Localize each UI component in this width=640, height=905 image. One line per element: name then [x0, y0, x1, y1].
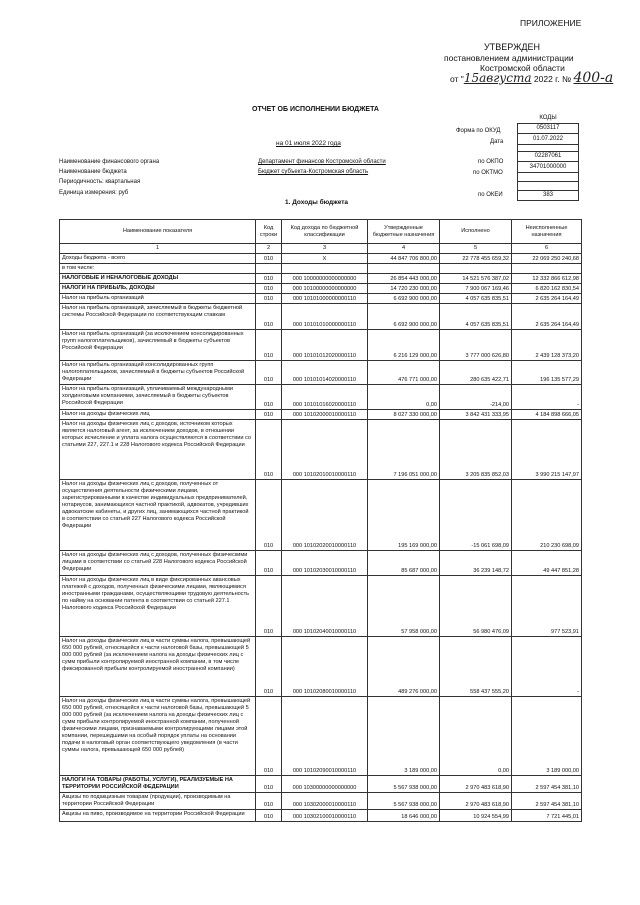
col-header-done: Исполнено	[440, 220, 512, 244]
row-done: 2 970 483 618,90	[440, 793, 512, 810]
row-line-code: 010	[256, 793, 282, 810]
table-row	[60, 480, 582, 551]
row-line-code: 010	[256, 637, 282, 697]
row-approved: 5 567 938 000,00	[368, 776, 440, 793]
unit-label: Единица измерения: руб	[59, 190, 129, 196]
row-name: Налог на доходы физических лиц в части суммы налога, превышающей 650 000 рублей, относящейся к части налоговой базы, превышающей 5 000 000 рублей (за исключением налога на доходы физических лиц с сумм прибыли контролируемой иностранной компании, в том числе фиксированной прибыли контролируемой иностранной компании)	[60, 637, 256, 697]
appendix-label: ПРИЛОЖЕНИЕ	[520, 18, 582, 28]
table-row	[60, 294, 582, 304]
row-approved: 18 646 000,00	[368, 810, 440, 822]
row-name: Налог на доходы физических лиц с доходов, полученных от осуществления деятельности физическими лицами, зарегистрированными в качестве индивидуальных предпринимателей, нотариусов, занимающихся частной практикой, адвокатов, учредивших адвокатские кабинеты, и других лиц, занимающихся частной практикой в соответствии со статьей 227 Налогового кодекса Российской Федерации	[60, 480, 256, 551]
row-done: 22 778 455 659,32	[440, 254, 512, 264]
row-name: Налог на доходы физических лиц в части суммы налога, превышающей 650 000 рублей, относящейся к части налоговой базы, превышающей 5 000 000 рублей (за исключением налога на доходы физических лиц с сумм прибыли контролируемой иностранной компании, полученной физическими лицами, признаваемыми контролирующими лицами этой компании, перешедшими на особый порядок уплаты на основании подачи в налоговый орган соответствующего уведомления (в части суммы налога, превышающей 650 000 рублей)	[60, 697, 256, 776]
row-left: 2 635 264 164,49	[512, 294, 582, 304]
row-kbk: 000 10302000010000110	[282, 793, 368, 810]
okpo-code: 02287061	[518, 151, 579, 162]
okpo-label: по ОКПО	[478, 159, 504, 165]
row-left: -	[512, 637, 582, 697]
row-done: 10 924 554,99	[440, 810, 512, 822]
table-row	[60, 330, 582, 361]
row-done: 0,00	[440, 697, 512, 776]
row-kbk: X	[282, 254, 368, 264]
row-kbk: 000 10101016020000110	[282, 385, 368, 410]
row-line-code: 010	[256, 410, 282, 420]
row-approved: 5 567 938 000,00	[368, 793, 440, 810]
row-kbk: 000 10101014020000110	[282, 361, 368, 385]
section-title: 1. Доходы бюджета	[285, 199, 349, 206]
row-line-code: 010	[256, 810, 282, 822]
table-row	[60, 776, 582, 793]
row-name: НАЛОГОВЫЕ И НЕНАЛОГОВЫЕ ДОХОДЫ	[60, 274, 256, 284]
row-kbk: 000 10102010010000110	[282, 420, 368, 480]
row-done: 3 205 835 852,03	[440, 420, 512, 480]
col-header-approved: Утвержденные бюджетные назначения	[368, 220, 440, 244]
codes-table	[517, 113, 579, 201]
row-done: 3 777 000 626,80	[440, 330, 512, 361]
doc-number: 400-а	[573, 70, 614, 86]
approval-line2: Костромской области	[480, 63, 565, 73]
table-row	[60, 410, 582, 420]
row-name: Налог на прибыль организаций (за исключением консолидированных групп налогоплательщиков), зачисляемый в бюджеты субъектов Российской Федерации	[60, 330, 256, 361]
row-done: 56 980 476,09	[440, 576, 512, 637]
col-header-left: Неисполненные назначения	[512, 220, 582, 244]
row-line-code: 010	[256, 385, 282, 410]
date-label: Дата	[490, 139, 504, 145]
col-header-kbk: Код дохода по бюджетной классификации	[282, 220, 368, 244]
table-row	[60, 284, 582, 294]
row-approved: 44 847 706 800,00	[368, 254, 440, 264]
table-row	[60, 274, 582, 284]
row-line-code: 010	[256, 480, 282, 551]
row-left: 12 332 866 612,98	[512, 274, 582, 284]
row-left: 196 135 577,29	[512, 361, 582, 385]
row-kbk: 000 10102090010000110	[282, 697, 368, 776]
table-row	[60, 304, 582, 330]
row-approved: 0,00	[368, 385, 440, 410]
row-done: 7 900 067 169,46	[440, 284, 512, 294]
okei-code: 383	[518, 190, 579, 201]
row-kbk: 000 10102040010000110	[282, 576, 368, 637]
row-approved: 6 692 900 000,00	[368, 304, 440, 330]
row-name: Налог на доходы физических лиц	[60, 410, 256, 420]
date-code: 01.07.2022	[518, 134, 579, 145]
row-line-code: 010	[256, 254, 282, 264]
row-line-code: 010	[256, 274, 282, 284]
oktmo-label: по ОКТМО	[473, 170, 503, 176]
col-num: 3	[282, 244, 368, 254]
col-num: 1	[60, 244, 256, 254]
row-approved: 57 958 000,00	[368, 576, 440, 637]
table-row	[60, 637, 582, 697]
approved-label: УТВЕРЖДЕН	[484, 42, 541, 52]
row-name: Акцизы по подакцизным товарам (продукции), производимым на территории Российской Федерации	[60, 793, 256, 810]
date-prefix: от "	[450, 74, 464, 84]
table-row	[60, 264, 582, 274]
row-done: 2 970 483 618,90	[440, 776, 512, 793]
table-row	[60, 551, 582, 576]
row-approved: 6 216 129 000,00	[368, 330, 440, 361]
table-row	[60, 254, 582, 264]
row-kbk: 000 10101000000000110	[282, 294, 368, 304]
row-name: Доходы бюджета - всего	[60, 254, 256, 264]
row-left: 3 990 215 147,97	[512, 420, 582, 480]
row-name: Налог на доходы физических лиц в виде фиксированных авансовых платежей с доходов, полученных физическими лицами, являющимися иностранными гражданами, осуществляющими трудовую деятельность по найму на основании патента в соответствии со статьей 227.1 Налогового кодекса Российской Федерации	[60, 576, 256, 637]
row-line-code: 010	[256, 361, 282, 385]
row-kbk: 000 10000000000000000	[282, 274, 368, 284]
row-approved: 3 189 000,00	[368, 697, 440, 776]
row-left: 2 439 128 373,20	[512, 330, 582, 361]
row-line-code: 010	[256, 551, 282, 576]
row-name: Налог на прибыль организаций	[60, 294, 256, 304]
row-done: 4 057 635 835,51	[440, 304, 512, 330]
row-left	[512, 264, 582, 274]
approval-date-line	[450, 70, 614, 86]
row-line-code: 010	[256, 697, 282, 776]
revenue-table	[59, 219, 582, 822]
row-kbk: 000 10302100010000110	[282, 810, 368, 822]
row-done: -15 061 698,09	[440, 480, 512, 551]
budget-value: Бюджет субъекта-Костромская область	[258, 169, 369, 175]
report-date: на 01 июля 2022 года	[276, 140, 341, 147]
report-title: ОТЧЕТ ОБ ИСПОЛНЕНИИ БЮДЖЕТА	[252, 106, 379, 113]
col-num: 6	[512, 244, 582, 254]
row-left: 6 820 162 830,54	[512, 284, 582, 294]
row-line-code: 010	[256, 776, 282, 793]
row-kbk: 000 10102030010000110	[282, 551, 368, 576]
row-name: Налог на прибыль организаций консолидированных групп налогоплательщиков, зачисляемый в бюджеты субъектов Российской Федерации	[60, 361, 256, 385]
row-left: 977 523,91	[512, 576, 582, 637]
col-header-name: Наименование показателя	[60, 220, 256, 244]
row-approved	[368, 264, 440, 274]
row-done: 558 437 555,20	[440, 637, 512, 697]
row-kbk: 000 10102000010000110	[282, 410, 368, 420]
row-name: Акцизы на пиво, производимое на территории Российской Федерации	[60, 810, 256, 822]
row-left: -	[512, 385, 582, 410]
row-line-code	[256, 264, 282, 274]
okei-label: по ОКЕИ	[478, 192, 503, 198]
row-name: НАЛОГИ НА ПРИБЫЛЬ, ДОХОДЫ	[60, 284, 256, 294]
row-line-code: 010	[256, 284, 282, 294]
row-done: 4 057 635 835,51	[440, 294, 512, 304]
row-approved: 26 854 443 000,00	[368, 274, 440, 284]
row-done: 280 635 422,71	[440, 361, 512, 385]
spacer	[518, 181, 579, 190]
row-approved: 85 687 000,00	[368, 551, 440, 576]
row-approved: 6 692 900 000,00	[368, 294, 440, 304]
table-row	[60, 697, 582, 776]
date-day: 15	[463, 71, 480, 85]
col-num: 4	[368, 244, 440, 254]
row-kbk: 000 10101012020000110	[282, 330, 368, 361]
row-name: в том числе:	[60, 264, 256, 274]
table-row	[60, 810, 582, 822]
row-left: 49 447 851,28	[512, 551, 582, 576]
row-left: 2 635 264 164,49	[512, 304, 582, 330]
row-left: 7 721 445,01	[512, 810, 582, 822]
codes-header: КОДЫ	[518, 113, 579, 123]
okud-label: Форма по ОКУД	[456, 128, 501, 134]
period-label: Периодичность: квартальная	[59, 179, 141, 185]
budget-label: Наименование бюджета	[59, 169, 127, 175]
row-done: 3 842 431 333,95	[440, 410, 512, 420]
okud-code: 0503117	[518, 123, 579, 134]
row-name: Налог на доходы физических лиц с доходов, полученных физическими лицами в соответствии со статьей 228 Налогового кодекса Российской Федерации	[60, 551, 256, 576]
col-num: 5	[440, 244, 512, 254]
row-approved: 489 276 000,00	[368, 637, 440, 697]
table-row	[60, 361, 582, 385]
date-month: августа	[479, 71, 532, 85]
row-name: Налог на прибыль организаций, уплачиваемый международными холдинговыми компаниями, зачисляемый в бюджеты субъектов Российской Федерации	[60, 385, 256, 410]
row-left: 22 069 250 240,68	[512, 254, 582, 264]
row-kbk	[282, 264, 368, 274]
row-line-code: 010	[256, 576, 282, 637]
row-done: -214,00	[440, 385, 512, 410]
row-done: 14 521 576 387,02	[440, 274, 512, 284]
date-year: 2022 г. №	[533, 74, 572, 84]
row-approved: 7 196 051 000,00	[368, 420, 440, 480]
col-num: 2	[256, 244, 282, 254]
row-name: Налог на доходы физических лиц с доходов, источником которых является налоговый агент, за исключением доходов, в отношении которых исчисление и уплата налога осуществляются в соответствии со статьями 227, 227.1 и 228 Налогового кодекса Российской Федерации	[60, 420, 256, 480]
row-done	[440, 264, 512, 274]
row-line-code: 010	[256, 330, 282, 361]
row-name: Налог на прибыль организаций, зачисляемый в бюджеты бюджетной системы Российской Федерации по соответствующим ставкам	[60, 304, 256, 330]
row-done: 36 239 148,72	[440, 551, 512, 576]
table-row	[60, 576, 582, 637]
row-line-code: 010	[256, 420, 282, 480]
approval-line1: постановлением администрации	[444, 53, 574, 63]
row-line-code: 010	[256, 294, 282, 304]
row-approved: 14 720 230 000,00	[368, 284, 440, 294]
row-left: 2 597 454 381,10	[512, 793, 582, 810]
col-header-code: Код строки	[256, 220, 282, 244]
oktmo-code: 34701000000	[518, 162, 579, 173]
row-left: 3 189 000,00	[512, 697, 582, 776]
spacer	[518, 144, 579, 151]
row-kbk: 000 10100000000000000	[282, 284, 368, 294]
fin-org-label: Наименование финансового органа	[59, 159, 160, 165]
table-row	[60, 385, 582, 410]
row-approved: 195 169 000,00	[368, 480, 440, 551]
row-kbk: 000 10101010000000110	[282, 304, 368, 330]
table-row	[60, 793, 582, 810]
row-approved: 476 771 000,00	[368, 361, 440, 385]
fin-org-value: Департамент финансов Костромской области	[258, 159, 386, 165]
row-name: НАЛОГИ НА ТОВАРЫ (РАБОТЫ, УСЛУГИ), РЕАЛИЗУЕМЫЕ НА ТЕРРИТОРИИ РОССИЙСКОЙ ФЕДЕРАЦИИ	[60, 776, 256, 793]
row-left: 4 184 898 666,05	[512, 410, 582, 420]
row-approved: 8 027 330 000,00	[368, 410, 440, 420]
row-kbk: 000 10102020010000110	[282, 480, 368, 551]
table-row	[60, 420, 582, 480]
row-line-code: 010	[256, 304, 282, 330]
spacer	[518, 172, 579, 181]
row-kbk: 000 10102080010000110	[282, 637, 368, 697]
row-kbk: 000 10300000000000000	[282, 776, 368, 793]
row-left: 2 597 454 381,10	[512, 776, 582, 793]
row-left: 210 230 698,09	[512, 480, 582, 551]
